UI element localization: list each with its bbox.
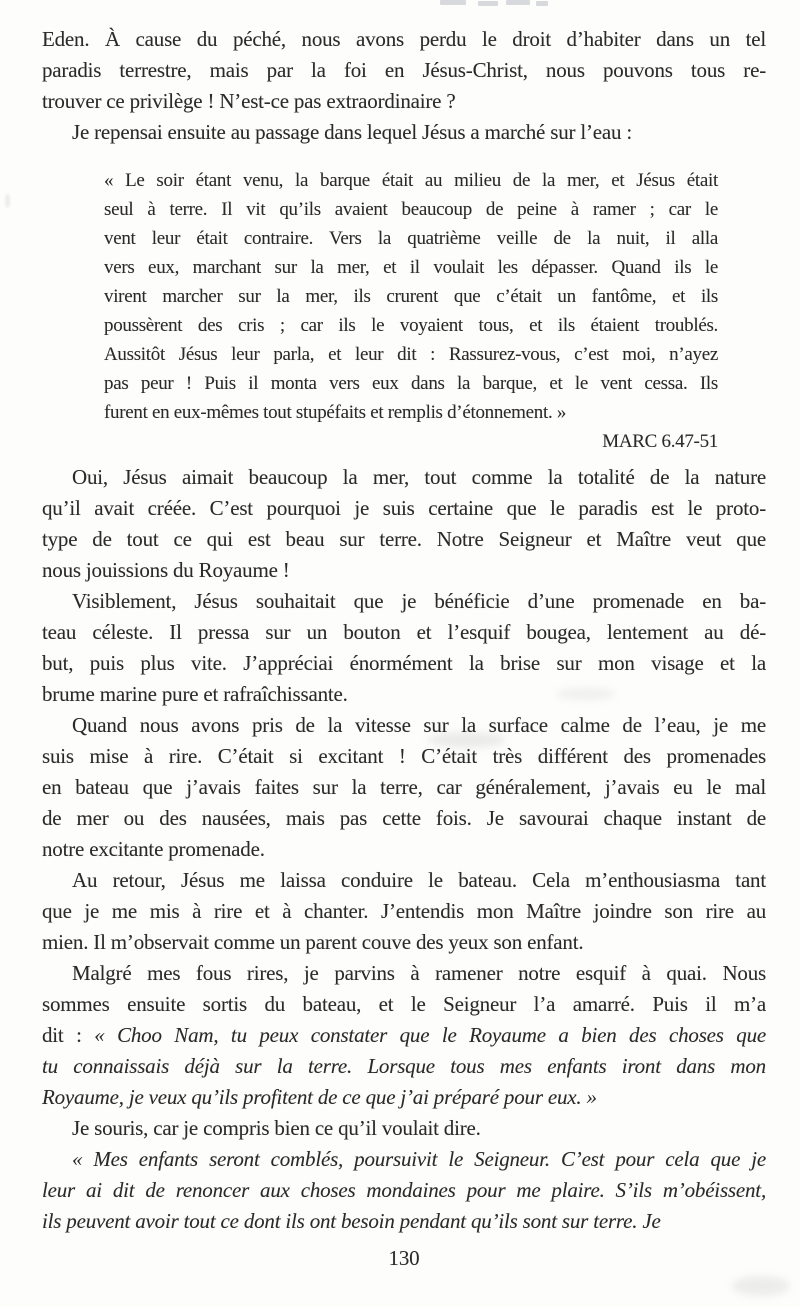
quote-line: pas peur ! Puis il monta vers eux dans la barque, et le vent cessa. Ils xyxy=(104,373,718,394)
text-line: Royaume, je veux qu’ils profitent de ce que j’ai préparé pour eux. » xyxy=(42,1085,597,1109)
text-line: Eden. À cause du péché, nous avons perdu le droit d’habiter dans un tel xyxy=(42,27,766,51)
paragraph-6 xyxy=(42,865,766,958)
paragraph-1 xyxy=(42,24,766,117)
text-line: Malgré mes fous rires, je parvins à ramener notre esquif à quai. Nous xyxy=(72,961,766,985)
text-line: que je me mis à rire et à chanter. J’entendis mon Maître joindre son rire au xyxy=(42,899,766,923)
scripture-reference: MARC 6.47-51 xyxy=(602,431,718,452)
text-line: Je souris, car je compris bien ce qu’il voulait dire. xyxy=(72,1116,481,1140)
quote-line: furent en eux-mêmes tout stupéfaits et remplis d’étonnement. » xyxy=(104,402,567,423)
text-line: teau céleste. Il pressa sur un bouton et l’esquif bougea, lentement au dé- xyxy=(42,620,766,644)
text-line: paradis terrestre, mais par la foi en Jésus-Christ, nous pouvons tous re- xyxy=(42,58,766,82)
text-line: en bateau que j’avais faites sur la terre, car généralement, j’avais eu le mal xyxy=(42,775,766,799)
text-line: qu’il avait créée. C’est pourquoi je suis certaine que le paradis est le proto- xyxy=(42,496,766,520)
scan-artifact xyxy=(732,1276,790,1296)
text-line xyxy=(42,1020,766,1051)
scan-artifact xyxy=(5,194,10,208)
text-line: tu connaissais déjà sur la terre. Lorsque tous mes enfants iront dans mon xyxy=(42,1054,766,1078)
header-letter-fragment xyxy=(536,1,548,6)
text-line: suis mise à rire. C’était si excitant ! C’était très différent des promenades xyxy=(42,744,766,768)
page-number: 130 xyxy=(388,1246,420,1270)
text-line: type de tout ce qui est beau sur terre. Notre Seigneur et Maître veut que xyxy=(42,527,766,551)
text-line: leur ai dit de renoncer aux choses mondaines pour me plaire. S’ils m’obéissent, xyxy=(42,1178,766,1202)
quote-line: Aussitôt Jésus leur parla, et leur dit : Rassurez-vous, c’est moi, n’ayez xyxy=(104,344,718,365)
paragraph-5 xyxy=(42,710,766,865)
quote-line: vent leur était contraire. Vers la quatrième veille de la nuit, il alla xyxy=(104,228,718,249)
text-line: sommes ensuite sortis du bateau, et le Seigneur l’a amarré. Puis il m’a xyxy=(42,992,766,1016)
quote-line: virent marcher sur la mer, ils crurent que c’était un fantôme, et ils xyxy=(104,286,718,307)
text-line: « Mes enfants seront comblés, poursuivit le Seigneur. C’est pour cela que je xyxy=(72,1147,766,1171)
page-body-text xyxy=(42,24,766,1271)
quote-line: seul à terre. Il vit qu’ils avaient beaucoup de peine à ramer ; car le xyxy=(104,199,718,220)
text-line: Je repensai ensuite au passage dans lequel Jésus a marché sur l’eau : xyxy=(72,120,632,144)
italic-speech-text: « Choo Nam, tu peux constater que le Royaume a bien des choses que xyxy=(94,1023,766,1047)
text-line: brume marine pure et rafraîchissante. xyxy=(42,682,348,706)
text-line: but, puis plus vite. J’appréciai énormément la brise sur mon visage et la xyxy=(42,651,766,675)
roman-text: dit : xyxy=(42,1023,95,1047)
text-line: ils peuvent avoir tout ce dont ils ont besoin pendant qu’ils sont sur terre. Je xyxy=(42,1209,661,1233)
paragraph-8 xyxy=(42,1113,766,1144)
quote-line: « Le soir étant venu, la barque était au milieu de la mer, et Jésus était xyxy=(104,170,718,191)
scripture-quote-block xyxy=(104,166,718,456)
paragraph-7 xyxy=(42,958,766,1113)
header-letter-fragment xyxy=(440,0,466,5)
text-line: mien. Il m’observait comme un parent couve des yeux son enfant. xyxy=(42,930,584,954)
text-line: de mer ou des nausées, mais pas cette fois. Je savourai chaque instant de xyxy=(42,806,766,830)
text-line: Au retour, Jésus me laissa conduire le bateau. Cela m’enthousiasma tant xyxy=(72,868,766,892)
text-line: nous jouissions du Royaume ! xyxy=(42,558,290,582)
header-letter-fragment xyxy=(506,0,530,5)
text-line: Visiblement, Jésus souhaitait que je bénéficie d’une promenade en ba- xyxy=(72,589,766,613)
text-line: Oui, Jésus aimait beaucoup la mer, tout comme la totalité de la nature xyxy=(72,465,766,489)
text-line: Quand nous avons pris de la vitesse sur la surface calme de l’eau, je me xyxy=(72,713,766,737)
paragraph-2 xyxy=(42,117,766,148)
header-letter-fragment xyxy=(478,1,498,6)
quote-line: vers eux, marchant sur la mer, et il voulait les dépasser. Quand ils le xyxy=(104,257,718,278)
paragraph-3 xyxy=(42,462,766,586)
text-line: notre excitante promenade. xyxy=(42,837,265,861)
quote-line: poussèrent des cris ; car ils le voyaient tous, et ils étaient troublés. xyxy=(104,315,718,336)
paragraph-9 xyxy=(42,1144,766,1237)
paragraph-4 xyxy=(42,586,766,710)
text-line: trouver ce privilège ! N’est-ce pas extraordinaire ? xyxy=(42,89,456,113)
